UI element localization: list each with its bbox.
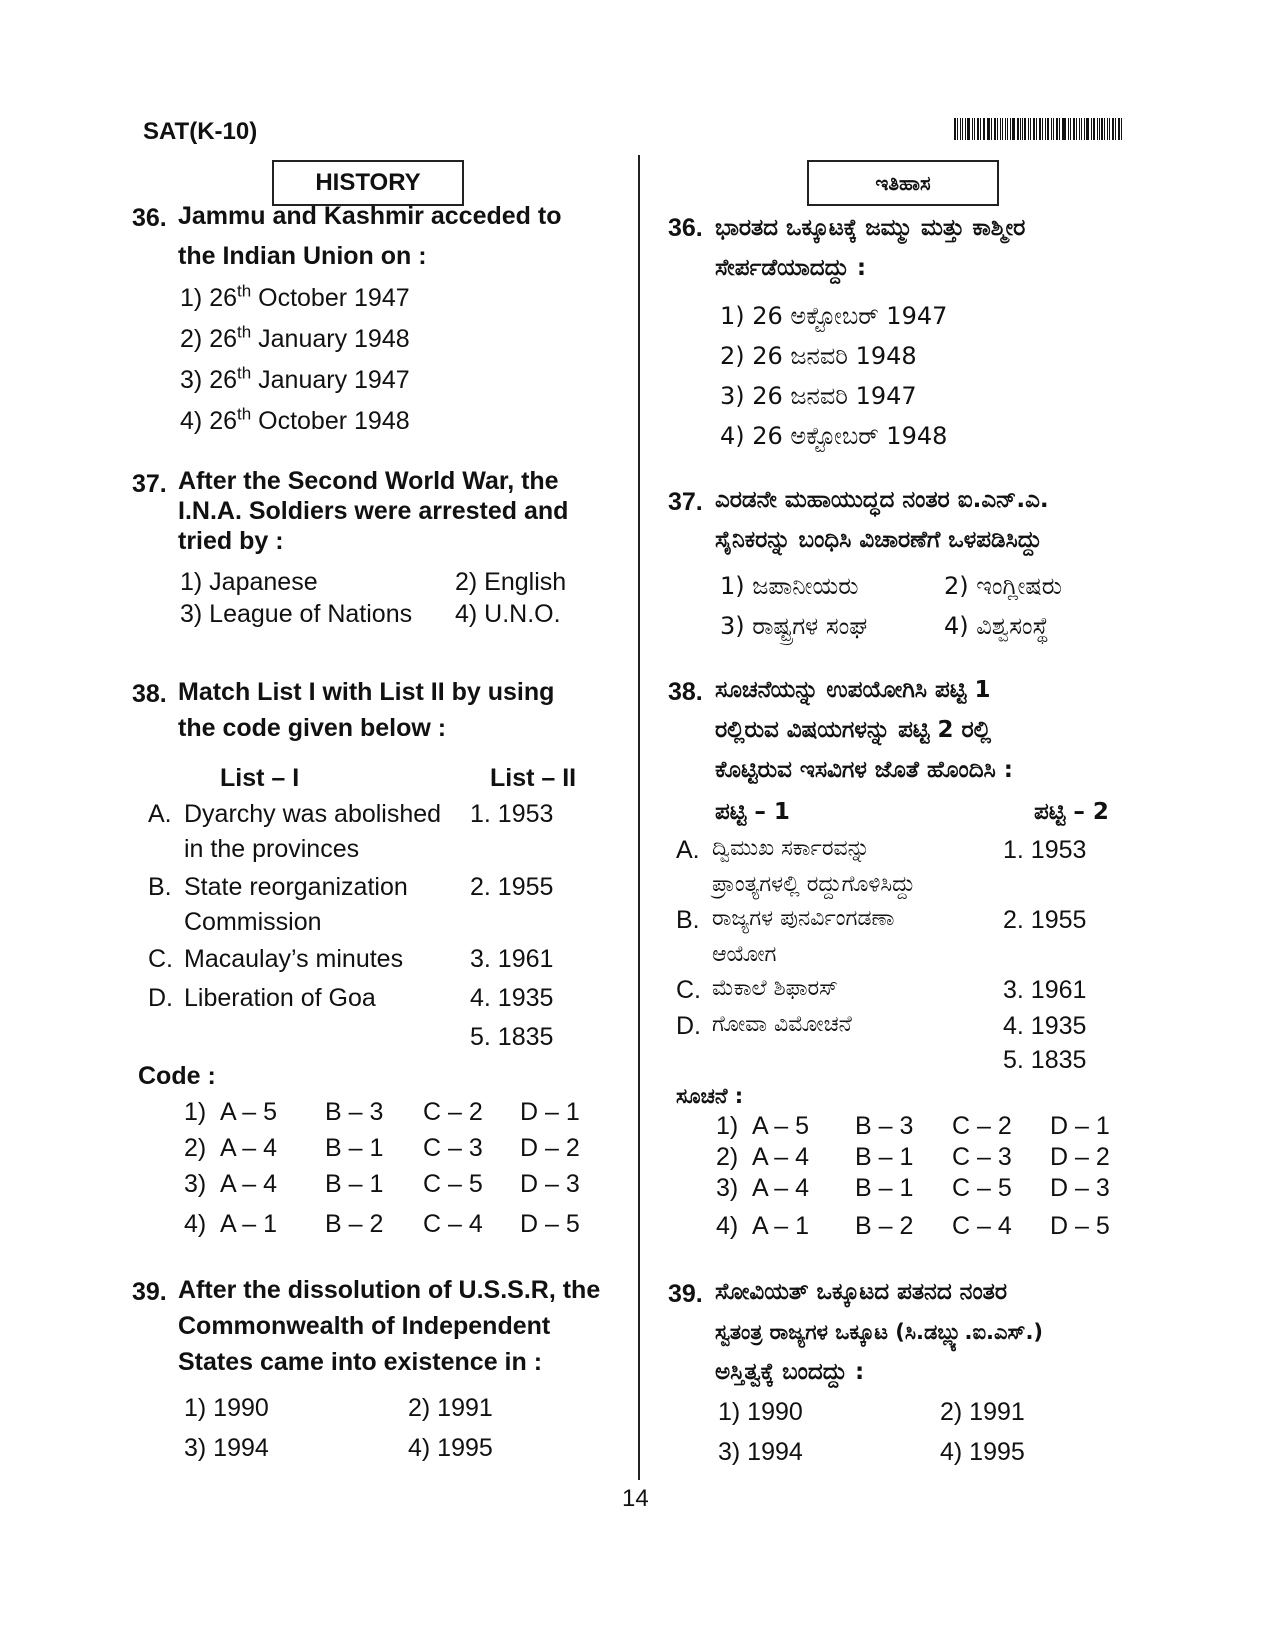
barcode-stripe — [1079, 118, 1080, 140]
question-text: ಭಾರತದ ಒಕ್ಕೂಟಕ್ಕೆ ಜಮ್ಮು ಮತ್ತು ಕಾಶ್ಮೀರ — [715, 215, 1026, 241]
question-number: 38. — [668, 678, 703, 706]
answer-option: 1) 26 ಅಕ್ಟೋಬರ್ 1947 — [720, 302, 948, 330]
answer-option: 4) ವಿಶ್ವಸಂಸ್ಥೆ — [944, 612, 1049, 640]
barcode — [954, 118, 1124, 140]
barcode-stripe — [994, 118, 996, 140]
barcode-stripe — [1000, 118, 1001, 140]
barcode-stripe — [1005, 118, 1006, 140]
answer-option: 3) 1994 — [718, 1438, 803, 1466]
answer-option: 3) ರಾಷ್ಟ್ರಗಳ ಸಂಘ — [720, 612, 868, 640]
subject-title-english: HISTORY — [272, 160, 464, 206]
question-text: ಸೇರ್ಪಡೆಯಾದದ್ದು : — [715, 255, 867, 281]
barcode-stripe — [1024, 118, 1026, 140]
subject-title-kannada: ಇತಿಹಾಸ — [807, 160, 999, 206]
answer-option: 1) 1990 — [718, 1398, 803, 1426]
answer-option: 2) 1991 — [408, 1394, 493, 1422]
barcode-stripe — [1045, 118, 1046, 140]
answer-option: 4) 1995 — [940, 1438, 1025, 1466]
barcode-stripe — [987, 118, 990, 140]
match-key: D. — [676, 1012, 701, 1040]
code-label: ಸೂಚನೆ : — [676, 1084, 744, 1108]
code-option: 3) — [716, 1174, 739, 1202]
match-value: 1. 1953 — [470, 800, 554, 828]
answer-option: 2) ಇಂಗ್ಲೀಷರು — [944, 572, 1063, 600]
code-label: Code : — [138, 1062, 216, 1090]
barcode-stripe — [974, 118, 975, 140]
barcode-stripe — [965, 118, 966, 140]
question-number: 38. — [132, 680, 167, 708]
question-text: Match List I with List II by using — [178, 678, 555, 706]
code-cell: C – 3 — [952, 1143, 1012, 1171]
code-cell: B – 1 — [325, 1134, 384, 1162]
question-text: Jammu and Kashmir acceded to — [178, 202, 562, 230]
barcode-stripe — [1099, 118, 1100, 140]
question-text: Commonwealth of Independent — [178, 1312, 551, 1340]
column-divider — [638, 155, 640, 1480]
answer-option: 3) 1994 — [184, 1434, 269, 1462]
barcode-stripe — [1033, 118, 1035, 140]
question-text: ಸೂಚನೆಯನ್ನು ಉಪಯೋಗಿಸಿ ಪಟ್ಟಿ 1 — [715, 677, 991, 703]
barcode-stripe — [984, 118, 985, 140]
barcode-stripe — [1056, 118, 1058, 140]
list-heading: ಪಟ್ಟಿ – 2 — [1034, 799, 1109, 825]
code-cell: D – 2 — [520, 1134, 580, 1162]
code-option: 4) — [184, 1210, 207, 1238]
match-item: ಗೋವಾ ವಿಮೋಚನೆ — [712, 1012, 852, 1037]
question-text: After the Second World War, the — [178, 467, 559, 495]
barcode-stripe — [1097, 118, 1098, 140]
match-value: 5. 1835 — [1003, 1046, 1087, 1074]
question-number: 39. — [132, 1278, 167, 1306]
question-text: ಅಸ್ತಿತ್ವಕ್ಕೆ ಬಂದದ್ದು : — [715, 1359, 865, 1385]
list-heading: List – I — [220, 764, 300, 792]
barcode-stripe — [1121, 118, 1122, 140]
barcode-stripe — [1091, 118, 1092, 140]
code-cell: A – 4 — [220, 1170, 277, 1198]
question-text: ಸ್ವತಂತ್ರ ರಾಜ್ಯಗಳ ಒಕ್ಕೂಟ (ಸಿ.ಡಬ್ಲ್ಯು.ಐ.ಎಸ್.) — [715, 1320, 1044, 1344]
code-cell: B – 1 — [325, 1170, 384, 1198]
barcode-stripe — [1010, 118, 1011, 140]
match-key: C. — [676, 976, 701, 1004]
barcode-stripe — [1093, 118, 1095, 140]
match-key: A. — [148, 800, 172, 828]
answer-option: 3) 26 ಜನವರಿ 1947 — [720, 382, 917, 410]
barcode-stripe — [1070, 118, 1071, 140]
barcode-stripe — [1068, 118, 1069, 140]
barcode-stripe — [1047, 118, 1049, 140]
exam-code: SAT(K-10) — [143, 118, 258, 145]
barcode-stripe — [1028, 118, 1029, 140]
barcode-stripe — [980, 118, 981, 140]
barcode-stripe — [1030, 118, 1031, 140]
barcode-stripe — [1012, 118, 1015, 140]
match-value: 5. 1835 — [470, 1023, 554, 1051]
match-value: 2. 1955 — [470, 873, 554, 901]
barcode-stripe — [1109, 118, 1110, 140]
code-cell: A – 4 — [752, 1143, 809, 1171]
barcode-stripe — [1107, 118, 1108, 140]
answer-option: 3) 26th January 1947 — [180, 363, 410, 394]
barcode-stripe — [1059, 118, 1060, 140]
code-cell: C – 3 — [423, 1134, 483, 1162]
barcode-stripe — [1042, 118, 1043, 140]
code-cell: A – 5 — [220, 1098, 277, 1126]
question-number: 37. — [668, 488, 703, 516]
code-cell: B – 2 — [325, 1210, 384, 1238]
code-cell: A – 4 — [752, 1174, 809, 1202]
answer-option: 4) 1995 — [408, 1434, 493, 1462]
match-value: 3. 1961 — [1003, 976, 1087, 1004]
barcode-stripe — [1022, 118, 1023, 140]
code-cell: D – 3 — [520, 1170, 580, 1198]
code-cell: A – 1 — [752, 1212, 809, 1240]
code-cell: C – 5 — [423, 1170, 483, 1198]
answer-option: 2) 26th January 1948 — [180, 322, 410, 353]
barcode-stripe — [1084, 118, 1085, 140]
barcode-stripe — [1039, 118, 1042, 140]
match-item: Liberation of Goa — [184, 984, 376, 1012]
answer-option: 1) Japanese — [180, 568, 318, 596]
question-text: ಸೋವಿಯತ್ ಒಕ್ಕೂಟದ ಪತನದ ನಂತರ — [715, 1279, 1008, 1305]
code-cell: A – 1 — [220, 1210, 277, 1238]
code-option: 2) — [716, 1143, 739, 1171]
barcode-stripe — [1115, 118, 1116, 140]
code-option: 3) — [184, 1170, 207, 1198]
page-number: 14 — [622, 1485, 649, 1512]
code-cell: A – 4 — [220, 1134, 277, 1162]
answer-option: 4) 26th October 1948 — [180, 404, 410, 435]
match-item: State reorganization — [184, 873, 408, 901]
answer-option: 1) ಜಪಾನೀಯರು — [720, 572, 859, 600]
barcode-stripe — [960, 118, 961, 140]
barcode-stripe — [977, 118, 979, 140]
match-key: B. — [148, 873, 172, 901]
code-cell: B – 1 — [855, 1143, 914, 1171]
code-option: 1) — [716, 1112, 739, 1140]
barcode-stripe — [1081, 118, 1083, 140]
code-cell: D – 5 — [1050, 1212, 1110, 1240]
barcode-stripe — [1036, 118, 1037, 140]
code-cell: B – 3 — [325, 1098, 384, 1126]
code-option: 4) — [716, 1212, 739, 1240]
match-item: ರಾಜ್ಯಗಳ ಪುನರ್ವಿಂಗಡಣಾ — [712, 906, 895, 931]
match-item: in the provinces — [184, 835, 360, 863]
code-cell: C – 2 — [423, 1098, 483, 1126]
answer-option: 3) League of Nations — [180, 600, 413, 628]
code-cell: C – 4 — [423, 1210, 483, 1238]
question-text: ಸೈನಿಕರನ್ನು ಬಂಧಿಸಿ ವಿಚಾರಣೆಗೆ ಒಳಪಡಿಸಿದ್ದು — [715, 527, 1042, 553]
barcode-stripe — [1076, 118, 1077, 140]
barcode-stripe — [1007, 118, 1008, 140]
match-value: 4. 1935 — [1003, 1012, 1087, 1040]
answer-option: 2) English — [455, 568, 567, 596]
list-heading: ಪಟ್ಟಿ – 1 — [715, 799, 790, 825]
question-text: the code given below : — [178, 714, 447, 742]
barcode-stripe — [1104, 118, 1105, 140]
list-heading: List – II — [490, 764, 577, 792]
code-cell: C – 4 — [952, 1212, 1012, 1240]
barcode-stripe — [954, 118, 956, 140]
match-value: 1. 1953 — [1003, 836, 1087, 864]
barcode-stripe — [1002, 118, 1004, 140]
code-option: 2) — [184, 1134, 207, 1162]
barcode-stripe — [1053, 118, 1054, 140]
barcode-stripe — [1101, 118, 1103, 140]
code-cell: C – 5 — [952, 1174, 1012, 1202]
match-key: C. — [148, 945, 173, 973]
answer-option: 4) 26 ಅಕ್ಟೋಬರ್ 1948 — [720, 422, 948, 450]
question-text: ಕೊಟ್ಟಿರುವ ಇಸವಿಗಳ ಜೊತೆ ಹೊಂದಿಸಿ : — [715, 757, 1013, 783]
barcode-stripe — [1051, 118, 1052, 140]
match-item: ಪ್ರಾಂತ್ಯಗಳಲ್ಲಿ ರದ್ದುಗೊಳಿಸಿದ್ದು — [712, 872, 916, 897]
match-value: 4. 1935 — [470, 984, 554, 1012]
code-cell: D – 1 — [1050, 1112, 1110, 1140]
question-text: States came into existence in : — [178, 1348, 543, 1376]
question-number: 39. — [668, 1280, 703, 1308]
barcode-stripe — [1086, 118, 1089, 140]
barcode-stripe — [1020, 118, 1021, 140]
answer-option: 1) 26th October 1947 — [180, 281, 410, 312]
question-text: ರಲ್ಲಿರುವ ವಿಷಯಗಳನ್ನು ಪಟ್ಟಿ 2 ರಲ್ಲಿ — [715, 717, 992, 743]
code-cell: D – 5 — [520, 1210, 580, 1238]
match-value: 3. 1961 — [470, 945, 554, 973]
match-item: ಮೆಕಾಲೆ ಶಿಫಾರಸ್ — [712, 976, 838, 1001]
question-number: 36. — [132, 204, 167, 232]
match-item: Commission — [184, 908, 322, 936]
code-cell: C – 2 — [952, 1112, 1012, 1140]
code-cell: D – 2 — [1050, 1143, 1110, 1171]
match-key: A. — [676, 836, 700, 864]
answer-option: 2) 1991 — [940, 1398, 1025, 1426]
match-key: B. — [676, 906, 700, 934]
barcode-stripe — [967, 118, 970, 140]
barcode-stripe — [1112, 118, 1114, 140]
answer-option: 4) U.N.O. — [455, 600, 561, 628]
barcode-stripe — [1118, 118, 1121, 140]
match-item: Macaulay’s minutes — [184, 945, 404, 973]
code-cell: A – 5 — [752, 1112, 809, 1140]
code-option: 1) — [184, 1098, 207, 1126]
barcode-stripe — [997, 118, 998, 140]
match-item: ಆಯೋಗ — [712, 942, 777, 967]
answer-option: 1) 1990 — [184, 1394, 269, 1422]
match-key: D. — [148, 984, 173, 1012]
code-cell: B – 2 — [855, 1212, 914, 1240]
question-number: 36. — [668, 214, 703, 242]
barcode-stripe — [983, 118, 984, 140]
question-number: 37. — [132, 470, 167, 498]
question-text: After the dissolution of U.S.S.R, the — [178, 1276, 601, 1304]
barcode-stripe — [962, 118, 964, 140]
barcode-stripe — [1017, 118, 1019, 140]
question-text: tried by : — [178, 527, 284, 555]
match-item: ದ್ವಿಮುಖ ಸರ್ಕಾರವನ್ನು — [712, 836, 870, 861]
code-cell: D – 1 — [520, 1098, 580, 1126]
code-cell: B – 3 — [855, 1112, 914, 1140]
code-cell: B – 1 — [855, 1174, 914, 1202]
question-text: ಎರಡನೇ ಮಹಾಯುದ್ಧದ ನಂತರ ಐ.ಎನ್.ಎ. — [715, 487, 1049, 513]
barcode-stripe — [1063, 118, 1066, 140]
barcode-stripe — [991, 118, 992, 140]
barcode-stripe — [1073, 118, 1075, 140]
barcode-stripe — [972, 118, 973, 140]
code-cell: D – 3 — [1050, 1174, 1110, 1202]
answer-option: 2) 26 ಜನವರಿ 1948 — [720, 342, 917, 370]
question-text: I.N.A. Soldiers were arrested and — [178, 497, 569, 525]
match-item: Dyarchy was abolished — [184, 800, 442, 828]
barcode-stripe — [957, 118, 958, 140]
question-text: the Indian Union on : — [178, 242, 427, 270]
barcode-stripe — [1062, 118, 1063, 140]
match-value: 2. 1955 — [1003, 906, 1087, 934]
